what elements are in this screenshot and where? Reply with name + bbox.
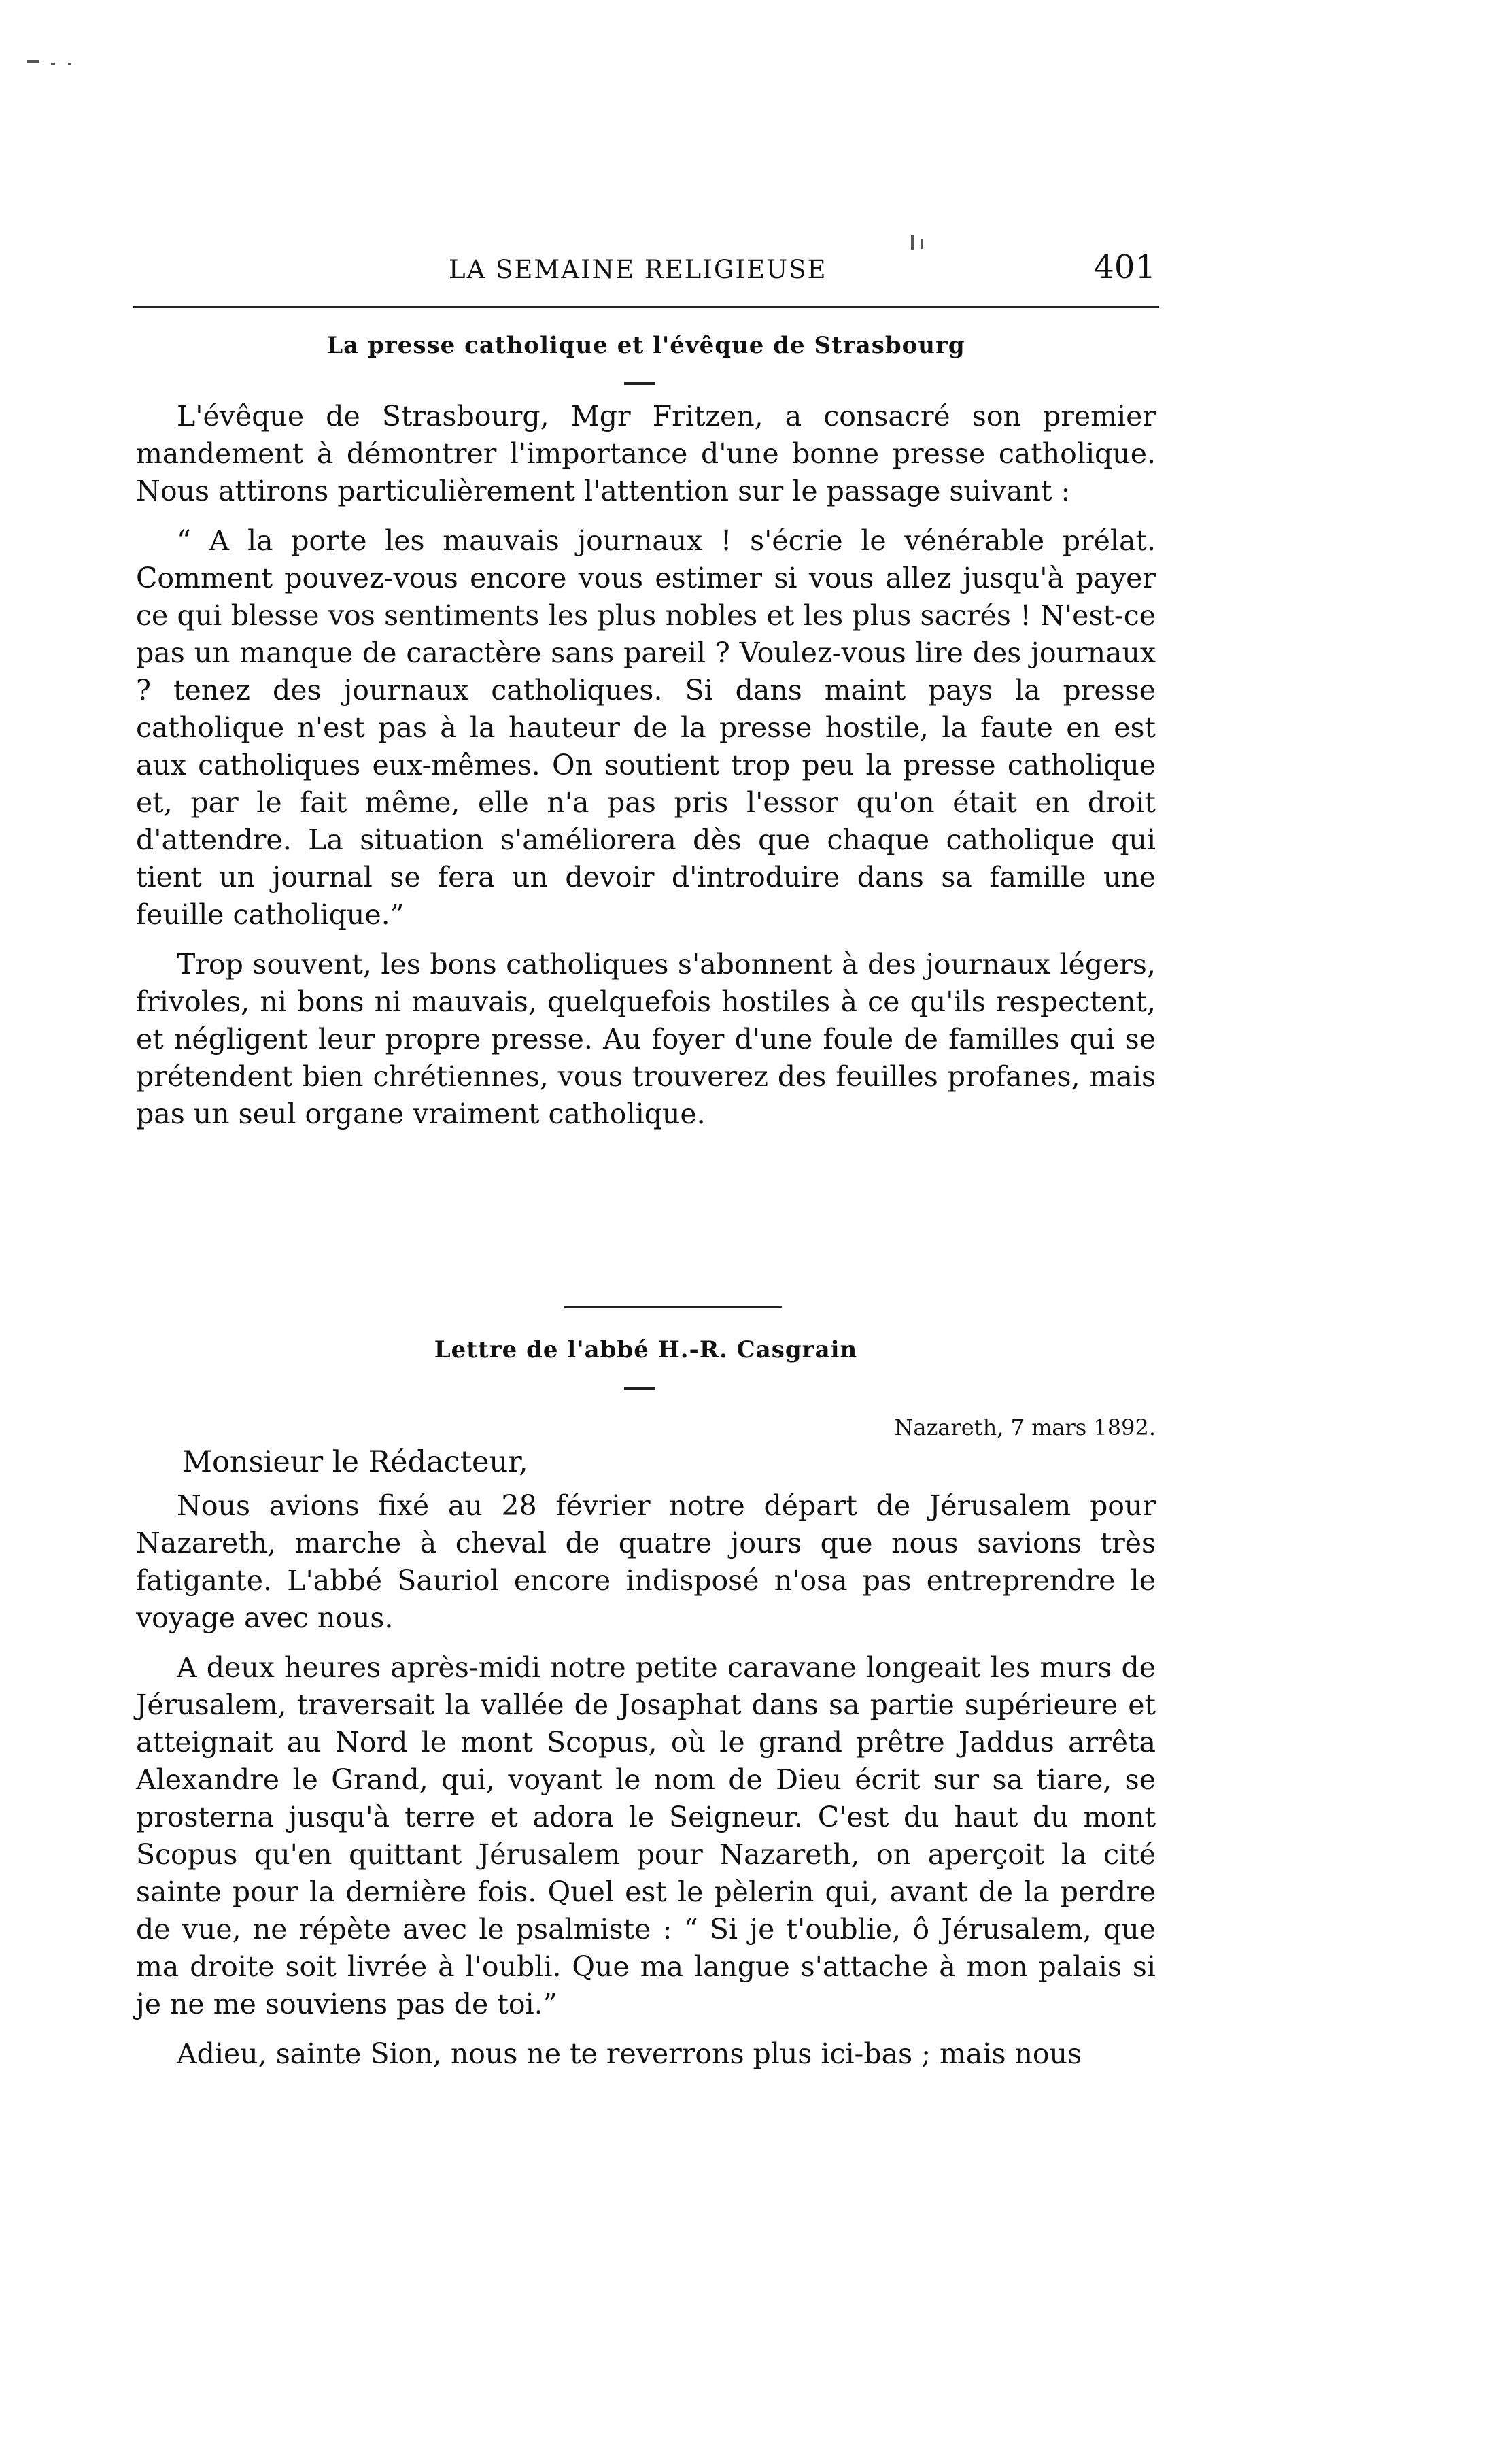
article-body-presse-catholique: [136, 398, 1156, 1133]
paragraph: Adieu, sainte Sion, nous ne te reverrons plus ici-bas ; mais nous: [177, 2037, 1082, 2070]
article-title-lettre-casgrain: Lettre de l'abbé H.-R. Casgrain: [434, 1336, 858, 1363]
paragraph: L'évêque de Strasbourg, Mgr Fritzen, a consacré son premier mandement à démontrer l'importance d'une bonne presse catholique. Nous attirons particulièrement l'attention sur le passage suivant :: [136, 400, 1156, 507]
article-title-presse-catholique: La presse catholique et l'évêque de Strasbourg: [326, 332, 965, 359]
article-body-lettre-casgrain: [136, 1487, 1156, 2073]
title-dash: [624, 1387, 655, 1390]
page-number: 401: [1093, 248, 1156, 286]
running-head: LA SEMAINE RELIGIEUSE: [449, 255, 827, 284]
scan-speck: [51, 63, 55, 65]
quoted-paragraph: “ A la porte les mauvais journaux ! s'écrie le vénérable prélat. Comment pouvez-vous encore vous estimer si vous allez jusqu'à payer ce qui blesse vos sentiments les plus nobles et les plus sacrés ! N'est-ce pas un manque de caractère sans pareil ? Voulez-vous lire des journaux ? tenez des journaux catholiques. Si dans maint pays la presse catholique n'est pas à la hauteur de la presse hostile, la faute en est aux catholiques eux-mêmes. On soutient trop peu la presse catholique et, par le fait même, elle n'a pas pris l'essor qu'on était en droit d'attendre. La situation s'améliorera dès que chaque catholique qui tient un journal se fera un devoir d'introduire dans sa famille une feuille catholique.”: [136, 524, 1156, 931]
letter-salutation: Monsieur le Rédacteur,: [182, 1445, 528, 1479]
scan-speck: [27, 60, 39, 63]
scan-speck: [911, 235, 914, 250]
header-rule: [133, 306, 1159, 308]
paragraph: Trop souvent, les bons catholiques s'abonnent à des journaux légers, frivoles, ni bons ni mauvais, quelquefois hostiles à ce qu'ils respectent, et négligent leur propre presse. Au foyer d'une foule de familles qui se prétendent bien chrétiennes, vous trouverez des feuilles profanes, mais pas un seul organe vraiment catholique.: [136, 948, 1156, 1130]
page-header: [136, 248, 1156, 296]
title-dash: [624, 382, 655, 385]
scan-speck: [68, 63, 71, 65]
letter-dateline: Nazareth, 7 mars 1892.: [894, 1414, 1156, 1440]
scan-speck: [921, 239, 923, 249]
section-divider: [564, 1306, 782, 1308]
paragraph: A deux heures après-midi notre petite caravane longeait les murs de Jérusalem, traversait la vallée de Josaphat dans sa partie supérieure et atteignait au Nord le mont Scopus, où le grand prêtre Jaddus arrêta Alexandre le Grand, qui, voyant le nom de Dieu écrit sur sa tiare, se prosterna jusqu'à terre et adora le Seigneur. C'est du haut du mont Scopus qu'en quittant Jérusalem pour Nazareth, on aperçoit la cité sainte pour la dernière fois. Quel est le pèlerin qui, avant de la perdre de vue, ne répète avec le psalmiste : “ Si je t'oublie, ô Jérusalem, que ma droite soit livrée à l'oubli. Que ma langue s'attache à mon palais si je ne me souviens pas de toi.”: [136, 1651, 1156, 2020]
paragraph: Nous avions fixé au 28 février notre départ de Jérusalem pour Nazareth, marche à cheval de quatre jours que nous savions très fatigante. L'abbé Sauriol encore indisposé n'osa pas entreprendre le voyage avec nous.: [136, 1489, 1156, 1634]
